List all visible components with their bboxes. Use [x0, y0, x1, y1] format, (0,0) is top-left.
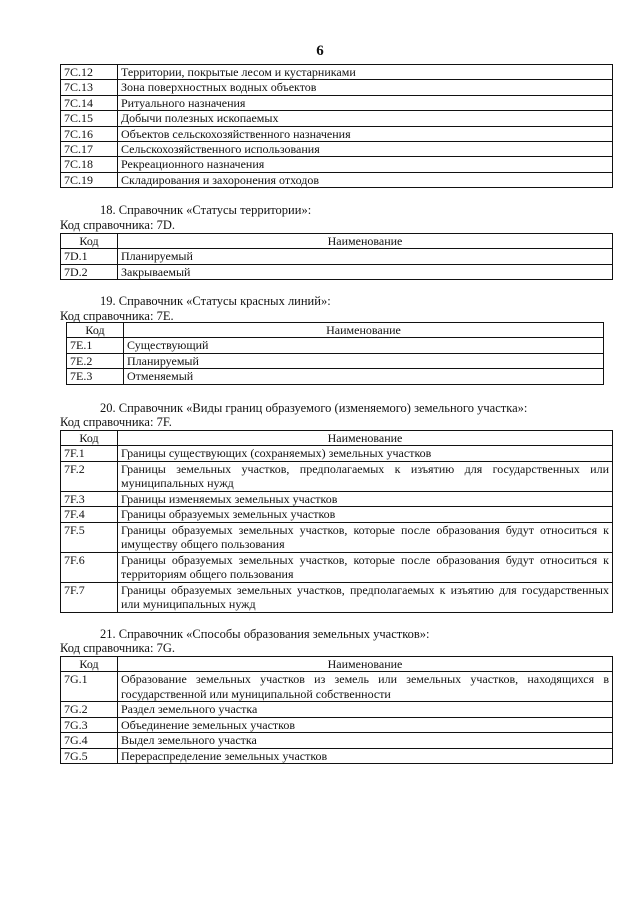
name-cell: Отменяемый [124, 369, 604, 384]
table-row [61, 717, 613, 732]
name-cell: Сельскохозяйственного использования [118, 141, 613, 156]
name-cell: Рекреационного назначения [118, 157, 613, 172]
column-header-code: Код [61, 657, 118, 672]
name-cell: Границы изменяемых земельных участков [118, 491, 613, 506]
name-cell: Зона поверхностных водных объектов [118, 80, 613, 95]
section-title-20: 20. Справочник «Виды границ образуемого (изменяемого) земельного участка»: [100, 401, 528, 415]
code-cell: 7C.15 [61, 111, 118, 126]
table-row [61, 702, 613, 717]
dictionary-code-18: Код справочника: 7D. [60, 218, 175, 232]
table-row [61, 126, 613, 141]
table-row [61, 172, 613, 187]
code-cell: 7E.1 [67, 338, 124, 353]
table-row [61, 552, 613, 582]
dictionary-code-20: Код справочника: 7F. [60, 415, 172, 429]
table-row [61, 141, 613, 156]
code-cell: 7D.1 [61, 249, 118, 264]
name-cell: Складирования и захоронения отходов [118, 172, 613, 187]
table-row [61, 491, 613, 506]
table-row [61, 672, 613, 702]
code-cell: 7F.3 [61, 491, 118, 506]
table-7f [60, 430, 613, 613]
code-cell: 7C.14 [61, 95, 118, 110]
code-cell: 7F.5 [61, 522, 118, 552]
section-title-19: 19. Справочник «Статусы красных линий»: [100, 294, 331, 308]
name-cell: Планируемый [124, 353, 604, 368]
name-cell: Выдел земельного участка [118, 733, 613, 748]
column-header-code: Код [61, 234, 118, 249]
dictionary-code-21: Код справочника: 7G. [60, 641, 175, 655]
table-7d [60, 233, 613, 280]
table-row [61, 748, 613, 763]
table-row [61, 157, 613, 172]
name-cell: Образование земельных участков из земель или земельных участков, находящихся в государственной или муниципальной собственности [118, 672, 613, 702]
code-cell: 7E.3 [67, 369, 124, 384]
code-cell: 7C.16 [61, 126, 118, 141]
table-row [67, 338, 604, 353]
name-cell: Раздел земельного участка [118, 702, 613, 717]
name-cell: Объектов сельскохозяйственного назначения [118, 126, 613, 141]
table-row [61, 80, 613, 95]
code-cell: 7C.17 [61, 141, 118, 156]
name-cell: Перераспределение земельных участков [118, 748, 613, 763]
code-cell: 7F.4 [61, 507, 118, 522]
name-cell: Границы земельных участков, предполагаемых к изъятию для государственных или муниципальных нужд [118, 461, 613, 491]
column-header-name: Наименование [124, 323, 604, 338]
table-row [61, 733, 613, 748]
table-row [61, 65, 613, 80]
name-cell: Объединение земельных участков [118, 717, 613, 732]
table-row [61, 582, 613, 612]
code-cell: 7C.13 [61, 80, 118, 95]
table-row [61, 446, 613, 461]
code-cell: 7F.2 [61, 461, 118, 491]
column-header-code: Код [67, 323, 124, 338]
table-row [61, 111, 613, 126]
table-7e [66, 322, 604, 385]
code-cell: 7F.7 [61, 582, 118, 612]
name-cell: Ритуального назначения [118, 95, 613, 110]
table-row [61, 507, 613, 522]
code-cell: 7F.6 [61, 552, 118, 582]
section-title-18: 18. Справочник «Статусы территории»: [100, 203, 312, 217]
table-row [61, 461, 613, 491]
name-cell: Существующий [124, 338, 604, 353]
table-row [67, 369, 604, 384]
table-7c [60, 64, 613, 188]
name-cell: Планируемый [118, 249, 613, 264]
table-row [61, 95, 613, 110]
name-cell: Границы образуемых земельных участков, предполагаемых к изъятию для государственных или муниципальных нужд [118, 582, 613, 612]
name-cell: Границы образуемых земельных участков [118, 507, 613, 522]
page-number: 6 [316, 43, 324, 59]
table-7g [60, 656, 613, 764]
name-cell: Закрываемый [118, 264, 613, 279]
name-cell: Добычи полезных ископаемых [118, 111, 613, 126]
table-row [61, 264, 613, 279]
name-cell: Границы существующих (сохраняемых) земельных участков [118, 446, 613, 461]
code-cell: 7G.1 [61, 672, 118, 702]
table-row [67, 353, 604, 368]
code-cell: 7E.2 [67, 353, 124, 368]
code-cell: 7G.5 [61, 748, 118, 763]
code-cell: 7D.2 [61, 264, 118, 279]
column-header-name: Наименование [118, 431, 613, 446]
code-cell: 7C.19 [61, 172, 118, 187]
name-cell: Границы образуемых земельных участков, которые после образования будут относиться к территориям общего пользования [118, 552, 613, 582]
table-row [61, 522, 613, 552]
table-row [61, 249, 613, 264]
column-header-name: Наименование [118, 234, 613, 249]
dictionary-code-19: Код справочника: 7E. [60, 309, 174, 323]
code-cell: 7F.1 [61, 446, 118, 461]
code-cell: 7G.4 [61, 733, 118, 748]
code-cell: 7C.18 [61, 157, 118, 172]
code-cell: 7C.12 [61, 65, 118, 80]
name-cell: Территории, покрытые лесом и кустарниками [118, 65, 613, 80]
name-cell: Границы образуемых земельных участков, которые после образования будут относиться к имуществу общего пользования [118, 522, 613, 552]
column-header-name: Наименование [118, 657, 613, 672]
code-cell: 7G.2 [61, 702, 118, 717]
column-header-code: Код [61, 431, 118, 446]
section-title-21: 21. Справочник «Способы образования земельных участков»: [100, 627, 430, 641]
code-cell: 7G.3 [61, 717, 118, 732]
